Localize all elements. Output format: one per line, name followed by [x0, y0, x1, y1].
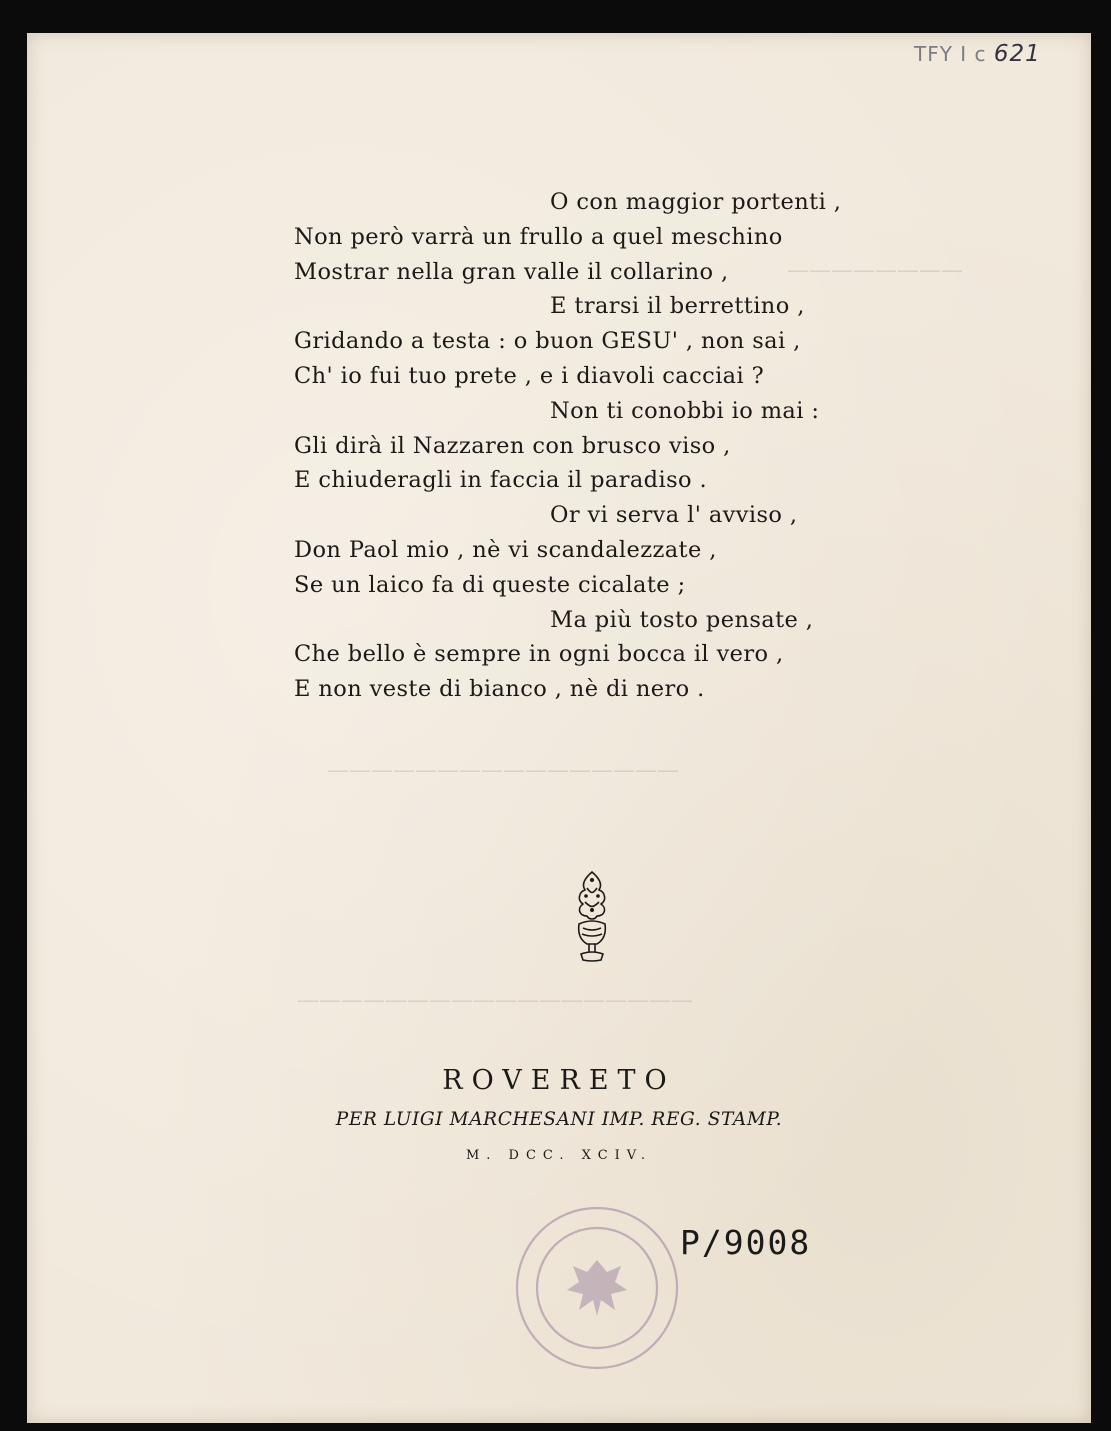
vase-fleuron-ornament — [567, 868, 617, 968]
poem-text — [294, 185, 894, 707]
poem-line: Che bello è sempre in ogni bocca il vero , — [294, 641, 784, 668]
show-through-ghost-2: ———————————————— — [327, 758, 679, 783]
poem-line: O con maggior portenti , — [550, 189, 842, 215]
document-page — [27, 33, 1091, 1423]
poem-line: Ch' io fui tuo prete , e i diavoli cacciai ? — [294, 362, 765, 389]
show-through-ghost-1: ———————— — [787, 258, 963, 283]
library-stamp — [507, 1198, 687, 1378]
call-number: P/9008 — [680, 1223, 812, 1262]
shelfmark-annotation — [914, 41, 1041, 67]
poem-line: Non ti conobbi io mai : — [550, 397, 820, 424]
poem-line: Or vi serva l' avviso , — [550, 502, 798, 529]
imprint-city: ROVERETO — [442, 1065, 676, 1096]
poem-line: Don Paol mio , nè vi scandalezzate , — [294, 536, 717, 563]
poem-line: E non veste di bianco , nè di nero . — [294, 676, 705, 703]
shelfmark-number: 621 — [993, 41, 1041, 67]
poem-line: Mostrar nella gran valle il collarino , — [294, 258, 729, 285]
poem-line: Non però varrà un frullo a quel meschino — [294, 223, 783, 250]
imprint-year: M. DCC. XCIV. — [465, 1148, 653, 1163]
poem-line: Gridando a testa : o buon GESU' , non sai , — [294, 328, 801, 355]
shelfmark-prefix: TFY I c — [914, 42, 994, 66]
poem-line: Ma più tosto pensate , — [550, 606, 814, 633]
poem-line: Gli dirà il Nazzaren con brusco viso , — [294, 432, 731, 459]
imprint-printer: PER LUIGI MARCHESANI IMP. REG. STAMP. — [335, 1109, 783, 1130]
poem-line: Se un laico fa di queste cicalate ; — [294, 571, 686, 598]
show-through-ghost-3: —————————————————— — [297, 988, 693, 1013]
poem-line: E chiuderagli in faccia il paradiso . — [294, 467, 708, 494]
poem-line: E trarsi il berrettino , — [550, 293, 805, 320]
